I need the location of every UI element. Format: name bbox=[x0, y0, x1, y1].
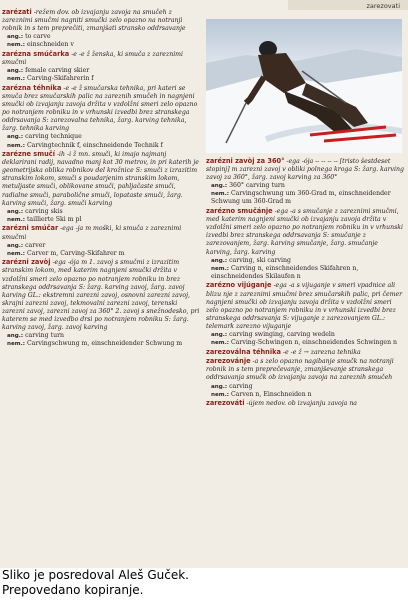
definition: -a s zelo opazno nagibanje smučk na notranji robnik in s tem preprečevanje, zmanjševanje stranskega oddrsavanja smučk ob izvajanju zavoja na zareznih smučeh bbox=[206, 358, 394, 382]
definition: -ega -a s vijuganje v smeri vpadnice ali blizu nje z zareznimi smučmi brez smučarskih palic, pri čemer nagnjeni smučki ob izvajanju zavoja držita v vzdolžni smeri zelo opazno po notranjem robniku in v vrhunski izvedbi brez stranskega oddrsavanja S: vijuganje z zarezovanjem GL.: telemark zarezno vijuganje bbox=[206, 282, 403, 330]
translation-text: carving technique bbox=[25, 133, 82, 141]
translation-line bbox=[2, 133, 200, 141]
language-label: nem.: bbox=[7, 341, 25, 348]
running-header: zarezovati bbox=[366, 2, 400, 10]
translation-line bbox=[2, 332, 200, 340]
language-label: ang.: bbox=[211, 383, 228, 390]
right-column bbox=[206, 157, 404, 409]
translation-line bbox=[206, 391, 404, 399]
definition: -ega -ója m 1. zavoj s smučmi z izrazitim stranskim lokom, med katerim nagnjeni smučki držita v vzdolžni smeri zelo opazno po notranjem robniku in brez stranskega oddrsavanja S: žarg. karving zavoj, žarg. zavoj karving GL.: ekstremni zarezni zavoj, osnovni zarezni zavoj, skrajni zarezni zavoj, tekmovalni zarezni zavoj, terenski zarezni zavoj, zarezni zavoj za 360° 2. zavoj s snežnodesko, pri katerem se med izvedbo drsi po notranjem robniku S: žarg. karving zavoj, žarg. zavoj karving bbox=[2, 259, 200, 332]
translation-text: carving swinging, carving wedeln bbox=[229, 330, 335, 338]
language-label: nem.: bbox=[211, 265, 229, 272]
translation-line bbox=[2, 340, 200, 348]
headword: zarézni zavòj bbox=[2, 258, 51, 267]
headword: zarézne smučí bbox=[2, 150, 55, 159]
translation-text: Carving n, einschneidendes Skifahren n, einschneidendes Skilaufen n bbox=[211, 264, 359, 280]
language-label: nem.: bbox=[7, 42, 25, 49]
language-label: ang.: bbox=[7, 34, 24, 41]
headword: zarézno vijúganje bbox=[206, 281, 272, 290]
definition: -ih -i ž mn. smuči, ki imajo najmanj deklarirani radij, navadno manj kot 30 metrov, in pri katerih je geometrijska oblika robnikov del krožnice S: smuči z izrazitim stranskim lokom, smuči s poudarjenim stranskim lokom, metuljaste smuči, oblikovane smuči, pahljačaste smuči, radialne smuči, parabolične smuči, lopataste smuči, žarg. karving smuči, žarg. smuči karving bbox=[2, 151, 199, 207]
translation-text: Carvingschwung um 360-Grad m, einschneidender Schwung um 360-Grad m bbox=[211, 190, 391, 206]
headword: zarézna smúčarka bbox=[2, 49, 70, 58]
definition: -e -e ž smučarska tehnika, pri kateri se smuča brez smučarskih palic na zareznih smučeh in nagnjeni smučki ob izvajanju zavoja držita v vzdolžni smeri zelo opazno po notranjem robniku in v vrhunski izvedbi brez stranskega oddrsavanja S: zarezovalna tehnika, žarg. karving tehnika, žarg. tehnika karving bbox=[2, 84, 198, 133]
translation-line bbox=[2, 41, 200, 49]
translation-line bbox=[2, 250, 200, 258]
headword: zarezoválna téhnika bbox=[206, 347, 281, 356]
translation-text: to carve bbox=[25, 33, 51, 41]
language-label: ang.: bbox=[211, 257, 228, 264]
translation-text: female carving skier bbox=[25, 67, 90, 75]
dictionary-entry bbox=[2, 8, 200, 49]
caption-line-2: Prepovedano kopiranje. bbox=[2, 583, 144, 597]
headword: zarézno smučánje bbox=[206, 207, 273, 216]
translation-line bbox=[2, 75, 200, 83]
dictionary-entry bbox=[2, 258, 200, 348]
translation-text: taillierte Ski m pl bbox=[26, 215, 82, 223]
language-label: ang.: bbox=[7, 242, 24, 249]
dictionary-entry bbox=[206, 348, 404, 357]
translation-text: Carvingschwung m, einschneidender Schwung m bbox=[26, 340, 183, 348]
translation-line bbox=[206, 257, 404, 265]
translation-text: Carven n, Einschneiden n bbox=[230, 390, 312, 398]
translation-line bbox=[206, 331, 404, 339]
language-label: nem.: bbox=[211, 340, 229, 347]
left-column bbox=[2, 8, 200, 349]
dictionary-entry bbox=[2, 84, 200, 150]
headword: zarezovánje bbox=[206, 357, 251, 366]
translation-text: carving bbox=[229, 382, 253, 390]
headword: zarézni smúčar bbox=[2, 224, 59, 233]
language-label: nem.: bbox=[7, 250, 25, 257]
definition: -e -e ž → zarezna tehnika bbox=[282, 348, 361, 356]
language-label: ang.: bbox=[7, 208, 24, 215]
language-label: nem.: bbox=[7, 216, 25, 223]
definition: -ega -a s smučanje z zareznimi smučmi, med katerim nagnjeni smučki ob izvajanju zavoja držita v vzdolžni smeri zelo opazno po notranjem robniku in v vrhunski izvedbi brez stranskega oddrsavanja S: smučanje z zarezovanjem, žarg. karving smučanje, žarg. smučanje karving, žarg. karving bbox=[206, 208, 404, 256]
headword: zarezováti bbox=[206, 399, 245, 408]
translation-line bbox=[2, 216, 200, 224]
image-caption bbox=[2, 568, 189, 598]
language-label: ang.: bbox=[7, 68, 24, 75]
translation-text: Carvingtechnik f, einschneidende Technik f bbox=[26, 141, 163, 149]
skier-illustration bbox=[206, 19, 402, 153]
dictionary-entry bbox=[2, 150, 200, 224]
translation-line bbox=[206, 182, 404, 190]
translation-text: Carving-Skifahrerin f bbox=[26, 75, 94, 83]
translation-line bbox=[2, 142, 200, 150]
translation-text: carving skis bbox=[25, 207, 63, 215]
language-label: nem.: bbox=[7, 76, 25, 83]
dictionary-entry bbox=[206, 399, 404, 408]
translation-text: Carving-Schwingen n, einschneidendes Schwingen n bbox=[230, 339, 398, 347]
definition: -e -e ž ženska, ki smuča z zareznimi smučmi bbox=[2, 50, 184, 67]
caption-line-1: Sliko je posredoval Aleš Guček. bbox=[2, 568, 189, 582]
translation-line bbox=[2, 242, 200, 250]
translation-text: Carver m, Carving-Skifahrer m bbox=[26, 249, 125, 257]
skier-photo bbox=[206, 19, 402, 153]
definition: -režem dov. ob izvajanju zavoja na smučeh z zareznimi smučmi nagniti smučki zelo opazno na notranji robnik in s tem preprečiti, zmanjšati stransko oddrsavanje bbox=[2, 9, 186, 33]
definition: -ega -ója -- -- -- -- [tristo šestdeset stopinj] m zarezni zavoj v obliki polnega kroga S: žarg. karving zavoj za 360°, žarg. zavoj karving za 360° bbox=[206, 158, 404, 182]
language-label: nem.: bbox=[211, 391, 229, 398]
language-label: ang.: bbox=[7, 134, 24, 141]
language-label: ang.: bbox=[211, 183, 228, 190]
language-label: ang.: bbox=[7, 333, 24, 340]
headword: zarézati bbox=[2, 8, 32, 16]
translation-line bbox=[206, 383, 404, 391]
translation-text: einschneiden v bbox=[26, 41, 74, 49]
translation-line bbox=[206, 190, 404, 206]
dictionary-entry bbox=[2, 224, 200, 257]
headword: zarézna téhnika bbox=[2, 83, 62, 92]
language-label: nem.: bbox=[211, 191, 229, 198]
headword: zarézni zavòj za 360° bbox=[206, 157, 285, 165]
translation-text: carving turn bbox=[25, 332, 65, 340]
translation-text: carver bbox=[25, 241, 46, 249]
translation-text: 360° carving turn bbox=[229, 182, 285, 190]
dictionary-entry bbox=[206, 207, 404, 281]
translation-line bbox=[206, 339, 404, 347]
language-label: nem.: bbox=[7, 142, 25, 149]
language-label: ang.: bbox=[211, 331, 228, 338]
definition: -ega -ja m moški, ki smuča z zareznimi smučmi bbox=[2, 225, 182, 241]
definition: -újem nedov. ob izvajanju zavoja na bbox=[246, 400, 357, 408]
dictionary-entry bbox=[2, 50, 200, 83]
dictionary-entry bbox=[206, 157, 404, 207]
dictionary-entry bbox=[206, 357, 404, 398]
dictionary-entry bbox=[206, 281, 404, 347]
translation-text: carving, ski carving bbox=[229, 256, 291, 264]
translation-line bbox=[2, 33, 200, 41]
translation-line bbox=[2, 208, 200, 216]
translation-line bbox=[2, 67, 200, 75]
translation-line bbox=[206, 265, 404, 281]
